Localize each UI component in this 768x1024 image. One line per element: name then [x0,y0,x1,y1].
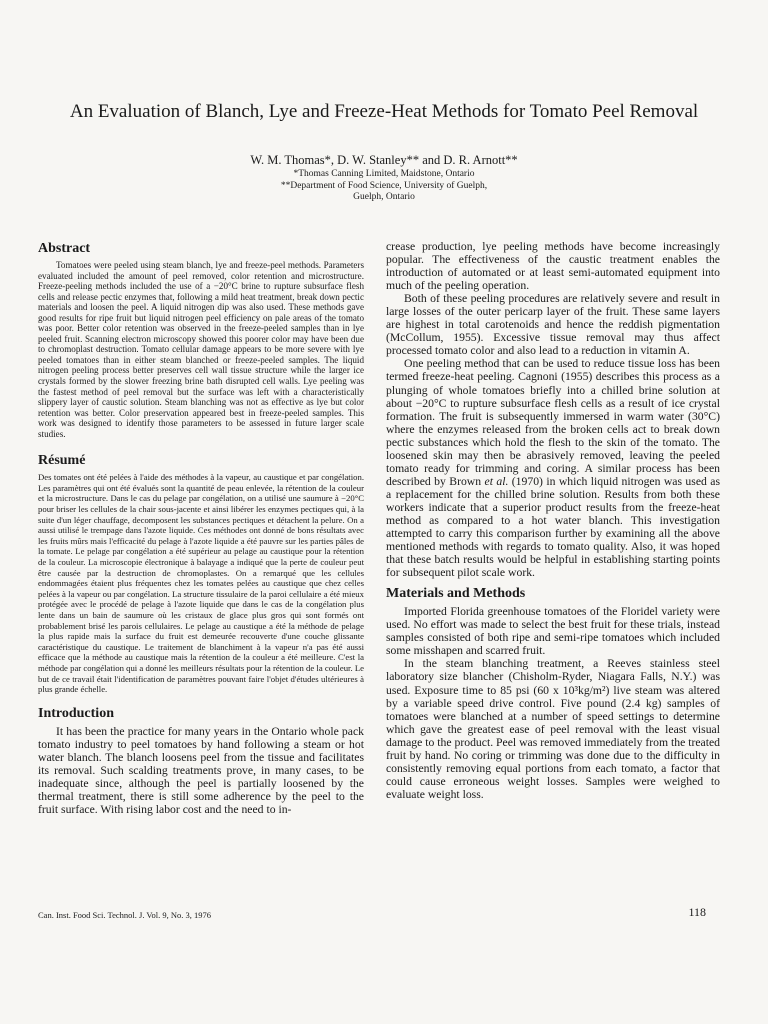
introduction-paragraph: It has been the practice for many years in the Ontario whole pack tomato industry to peel tomatoes by hand following a steam or hot water blanch. The blanch loosens peel from the tissue and facilitates its removal. Such scalding treatments prove, in many cases, to be inadequate since, although the peel is partially loosened by the thermal treatment, there is still some adherence by the peel to the fruit surface. With rising labor cost and the need to in- [38,724,364,817]
affiliation-line: **Department of Food Science, University of Guelph, [280,180,488,191]
text-run: One peeling method that can be used to reduce tissue loss has been termed freeze-heat peeling. Cagnoni (1955) describes this process as a plunging of whole tomatoes briefly into a chilled brine solution at about −20°C to rupture subsurface flesh cells as a result of ice crystal formation. The fruit is subsequently immersed in warm water (30°C) where the enzymes released from the broken cells act to break down pectic substances which hold the flesh to the skin of the tomato. The loosened skin may then be abrasively removed, leaving the peeled tomato ready for trimming and coring. A similar process has been described by Brown [386,357,720,488]
introduction-heading: Introduction [38,705,114,721]
methods-heading: Materials and Methods [386,586,526,602]
introduction-paragraph [386,357,720,579]
resume-text: Des tomates ont été pelées à l'aide des méthodes à la vapeur, au caustique et par congélation. Les paramètres qui ont été évalués sont la quantité de peau enlevée, la rétention de la couleur et la microstructure. Dans le cas du pelage par congélation, on a utilisé une saumure à −20°C pour briser les cellules de la chair sous-jacente et ainsi libérer les enzymes pectiques qui, à la suite d'un léger chauffage, decomposent les substances pectiques et détachent la pelure. On a aussi utilisé le trempage dans l'azote liquide. Ces méthodes ont donné de bons résultats avec les fruits mûrs mais l'efficacité du pelage à l'azote liquide a été pauvre sur les parties pâles de la tomate. Le pelage par congélation a été supérieur au pelage au caustique pour la rétention de la couleur. La microscopie électronique à balayage a indiqué que la perte de couleur peut être causée par la destruction de chromoplastes. On a remarqué que les cellules endommagées étaient plus fréquentes chez les tomates pelées au caustique que chez celles pelées à la vapeur ou par congélation. La structure tissulaire de la paroi cellulaire a été mieux protégée avec le procédé de pelage à l'azote liquide que dans le cas de la congélation plus lente dans un bain de saumure où les cristaux de glace plus gros qui sont formés ont probablement brisé les parois cellulaires. Le pelage au caustique a été la méthode de pelage la plus rapide mais la surface du fruit est demeurée recouverte d'une couche glissante caractéristique du caustique. Le traitement de blanchiment à la vapeur n'a pas été aussi efficace que la méthode au caustique mais la rétention de la couleur a été meilleure. C'est la méthode par congélation qui a donné les meilleurs résultats pour la rétention de la couleur. Le but de ce travail était l'identification de paramètres pouvant faire l'objet d'études ultérieures à plus grande échelle. [38,472,364,695]
methods-section [386,585,720,801]
left-column [38,240,364,816]
affiliation-line: *Thomas Canning Limited, Maidstone, Ontario [293,169,475,179]
et-al-italic: et al. [484,474,509,488]
introduction-paragraph: Both of these peeling procedures are relatively severe and result in large losses of the outer pericarp layer of the fruit. These same layers are highest in total carotenoids and hence the reddish pigmentation (McCollum, 1955). Excessive tissue removal may thus affect processed tomato color and also lead to a reduction in vitamin A. [386,292,720,358]
introduction-section [38,705,364,816]
affiliation-line: Guelph, Ontario [353,192,415,202]
paper-title: An Evaluation of Blanch, Lye and Freeze-Heat Methods for Tomato Peel Removal [69,101,699,122]
page-number: 118 [688,905,706,919]
author-list: W. M. Thomas*, D. W. Stanley** and D. R. Arnott** [250,153,518,167]
resume-section [38,452,364,694]
introduction-paragraph-continued: crease production, lye peeling methods have become increasingly popular. The effectiveness of the caustic treatment enables the introduction of automated or at least semi-automated equipment into much of the peeling operation. [386,240,720,293]
methods-paragraph: In the steam blanching treatment, a Reeves stainless steel laboratory size blancher (Chisholm-Ryder, Niagara Falls, N.Y.) was used. Exposure time to 85 psi (60 x 10³kg/m²) live steam was altered by a variable speed drive control. Five pound (2.4 kg) samples of tomatoes were blanched at a number of speed settings to determine which gave the greatest ease of peel removal with the least visual damage to the product. Peel was removed immediately from the treated fruit by hand. No coring or trimming was done due to the difficulty in consistently removing equal portions from each tomato, a factor that could cause erroneous weight losses. Samples were weighed to evaluate weight loss. [386,657,720,801]
abstract-heading: Abstract [38,241,91,256]
right-column [386,240,720,801]
abstract-text: Tomatoes were peeled using steam blanch, lye and freeze-peel methods. Parameters evaluated included the amount of peel removed, color retention and microstructure. Freeze-peeling methods included the use of a −20°C brine to rupture subsurface flesh cells and release pectic enzymes that, following a mild heat treatment, break down pectic materials and loosen the peel. A liquid nitrogen dip was also used. These methods gave good results for ripe fruit but liquid nitrogen peel efficiency on pale areas of the tomato was poor. Better color retention was observed in the freeze-peeled samples than in lye peeled fruit. Scanning electron microscopy showed this poorer color may have been due to chromoplast destruction. Tomato cellular damage appears to be more severe with lye peeled tomatoes than in either steam blanched or freeze-peeled samples. The liquid nitrogen peeling process better preserves cell wall tissue structure while the larger ice crystals formed by the slower freezing brine bath disrupted cell walls. Lye peeling was the fastest method of peel removal but the surface was left with a characteristically slippery layer of caustic solution. Steam blanching was not as effective as lye but color retention was better. Color preservation appeared best in freeze-peeled samples. This work was designed to identify those parameters to be assessed in future larger scale studies. [38,260,364,439]
methods-paragraph: Imported Florida greenhouse tomatoes of the Floridel variety were used. No effort was made to select the best fruit for these trials, instead samples consisted of both ripe and semi-ripe tomatoes which included some misshapen and scarred fruit. [386,605,720,658]
journal-citation: Can. Inst. Food Sci. Technol. J. Vol. 9, No. 3, 1976 [38,910,211,920]
abstract-section [38,240,364,439]
affiliations [40,169,728,204]
resume-heading: Résumé [38,453,86,469]
text-run: (1970) in which liquid nitrogen was used as a replacement for the chilled brine solution. Results from both these workers indicate that a superior product results from the freeze-heat method as compared to a hot water blanch. This investigation attempted to carry this comparison further by examining all the above mentioned methods with regards to tomato quality. Also, it was hoped that these batch results would be helpful in establishing starting points for subsequent pilot scale work. [386,474,720,580]
